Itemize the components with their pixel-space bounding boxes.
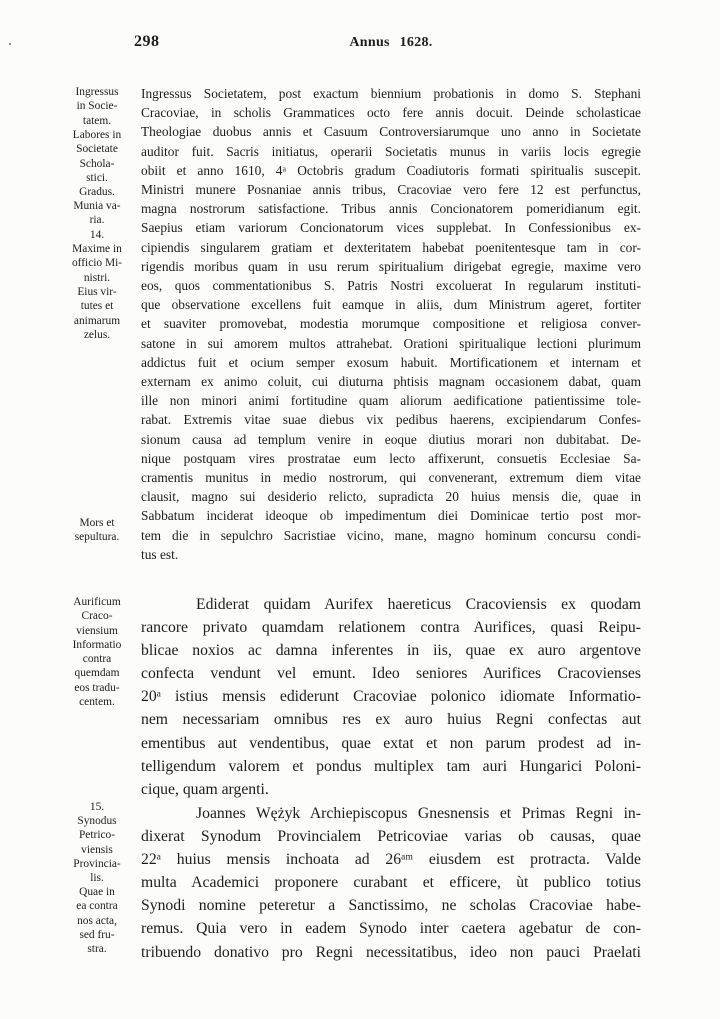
margin-note-line: tutes et [80, 300, 114, 313]
margin-note-line: Mors et [79, 517, 115, 529]
text-line: auditor fuit. Sacris initiatus, operarii Societatis munus in variis locis egregie [141, 143, 641, 159]
paragraph-3 [141, 802, 641, 964]
text-line: satone in sui amorem multos attrahebat. Orationi spiritualique lectioni plurimum [141, 335, 641, 351]
margin-note-line: 14. [89, 229, 105, 241]
paragraph-2 [141, 593, 641, 801]
margin-note-line: in Socie- [76, 100, 118, 113]
margin-note [56, 85, 138, 128]
margin-note-line: Quae in [79, 886, 115, 898]
text-line: dixerat Synodum Provincialem Petricoviae varias ob causas, quae [141, 828, 641, 846]
margin-note-line: stra. [87, 943, 107, 956]
text-line: ille non minori animi fortitudine quam aliorum aedificatione patientissime tole- [141, 393, 641, 409]
text-line: rancore privato quamdam relationem contra Aurifices, quasi Reipu- [141, 619, 641, 637]
margin-note-line: Societate [76, 143, 118, 156]
text-line: rabat. Extremis vitae suae diebus vix pedibus haerens, excipiendarum Confes- [141, 412, 641, 428]
text-line: remus. Quia vero in eadem Synodo inter caetera agebatur de con- [141, 920, 641, 938]
margin-note-line: Schola- [79, 157, 115, 170]
margin-note-line: centem. [79, 696, 115, 709]
text-line: nique postquam vires prostratae eum lecto affixerunt, consuetis Ecclesiae Sa- [141, 450, 641, 466]
margin-note-line: Ingressus [75, 86, 119, 98]
text-line: cique, quam argenti. [141, 780, 269, 798]
text-line: et suaviter promovebat, modestia morumque compositione et religiosa conver- [141, 316, 641, 332]
margin-note-line: officio Mi- [71, 257, 123, 270]
margin-note-line: sed fru- [79, 928, 115, 941]
margin-note-line: tatem. [82, 114, 112, 127]
margin-note-line: Provincia- [73, 857, 121, 870]
text-line: que observatione excellens fuit eamque in aliis, dum Ministrum ageret, fortiter [141, 297, 641, 313]
text-line: sionum causa ad templum venire in eoque diutius morari non dubitabat. De- [141, 431, 641, 447]
text-line: externam ex animo coluit, cui diuturna phtisis magnam occasionem dabat, quam [141, 374, 641, 390]
margin-note-line: Eius vir- [77, 286, 117, 298]
margin-note-line: zelus. [83, 328, 111, 341]
margin-note [56, 885, 138, 956]
margin-note-line: Aurificum [73, 596, 121, 608]
text-line: telligendum valorem et pondus multiplex tam auri Hungarici Poloni- [141, 757, 641, 775]
margin-note [56, 128, 138, 185]
text-line: Theologiae duobus annis et Casuum Controversiarumque uno anno in Societate [141, 124, 641, 140]
margin-note [56, 185, 138, 199]
margin-note-line: sepultura. [74, 531, 120, 544]
paragraph-1 [141, 84, 641, 564]
margin-note-line: quemdam [74, 667, 120, 680]
margin-note [56, 199, 138, 228]
margin-note [56, 242, 138, 285]
scan-speck [9, 43, 11, 45]
text-line: tribuendo donativo pro Regni necessitatibus, ideo non pauci Praelati [141, 943, 641, 961]
margin-note-line: ria. [89, 214, 105, 227]
margin-note-line: Petrico- [78, 829, 116, 842]
margin-note-line: Munia va- [73, 200, 121, 212]
text-line: Sabbatum inciderat ideoque ob impedimentum diei Dominicae tertio post mor- [141, 508, 641, 524]
text-line: 20ᵃ istius mensis ediderunt Cracoviae polonico idiomate Informatio- [141, 688, 641, 706]
text-line: Cracoviae, in scholis Grammatices octo fere annis docuit. Deinde scholasticae [141, 105, 641, 121]
text-line: Synodi nomine peteretur a Sanctissimo, ne scholas Cracoviae habe- [141, 897, 641, 915]
text-line: blicae noxios ac damna inferentes in iis, quae ex auro argentove [141, 642, 641, 660]
text-line: Ministri munere Posnaniae annis tribus, Cracoviae vero fere 12 est perfunctus, [141, 182, 641, 198]
text-line: clausit, magno sui desiderio relicto, supradicta 20 huius mensis die, quae in [141, 489, 641, 505]
text-line: magna nostrorum satisfactione. Tribus annis Concionatorem pomeridianum egit. [141, 201, 641, 217]
margin-note-line: 15. [89, 801, 105, 813]
margin-note [56, 228, 138, 242]
margin-note-line: animarum [73, 314, 121, 327]
margin-note [56, 814, 138, 885]
text-line: Ingressus Societatem, post exactum biennium probationis in domo S. Stephani [141, 86, 641, 101]
text-line: Joannes Wężyk Archiepiscopus Gnesnensis et Primas Regni in- [196, 805, 641, 822]
text-line: nem necessariam omnibus res ex auro huius Regni confectas aut [141, 711, 641, 729]
text-line: tus est. [141, 546, 179, 562]
margin-note-line: Labores in [72, 129, 122, 141]
margin-note-line: viensis [81, 843, 113, 856]
text-line: Ediderat quidam Aurifex haereticus Cracoviensis ex quodam [196, 596, 641, 613]
margin-note [56, 516, 138, 545]
margin-note-line: viensium [76, 624, 118, 637]
text-line: eos, quos commentationibus S. Patris Nostri excoluerat In regularum instituti- [141, 278, 641, 294]
margin-note-line: contra [82, 653, 112, 666]
text-line: tem die in sepulchro Sacristiae vicino, mane, magno hominum concursu condi- [141, 527, 641, 543]
margin-note-line: Maxime in [72, 243, 122, 255]
margin-note [56, 285, 138, 342]
text-line: rigendis moribus quam in usu rerum spiritualium dirigebat egregie, maxime vero [141, 258, 641, 274]
text-line: confecta vendunt vel emunt. Ideo seniores Aurifices Cracovienses [141, 665, 641, 683]
margin-note [56, 595, 138, 709]
margin-note-line: nos acta, [77, 914, 117, 927]
margin-note-line: nistri. [83, 271, 111, 284]
margin-note-line: Craco- [81, 610, 113, 623]
margin-note-line: Informatio [72, 638, 122, 651]
text-line: Saepius etiam variorum Concionatorum vices supplebat. In Confessionibus ex- [141, 220, 641, 236]
margin-note-line: Gradus. [79, 186, 115, 198]
text-line: cipiendis singularem gratiam et dexteritatem habebat poenitentesque tam in cor- [141, 239, 641, 255]
text-line: obiit et anno 1610, 4ᵃ Octobris gradum Coadiutoris formati spiritualis suscepit. [141, 162, 641, 178]
margin-note [56, 800, 138, 814]
margin-note-line: Synodus [77, 815, 117, 827]
text-line: 22ᵃ huius mensis inchoata ad 26ᵃᵐ eiusdem est protracta. Valde [141, 851, 641, 869]
text-line: ementibus aut vendentibus, quae extat et non parum prodest ad in- [141, 734, 641, 752]
page-number: 298 [134, 33, 160, 50]
margin-note-line: stici. [86, 171, 108, 184]
margin-note-line: eos tradu- [74, 681, 120, 694]
text-line: cramentis munitus in medio nostrorum, qui convenerant, extremum diem vitae [141, 470, 641, 486]
running-title: Annus 1628. [349, 35, 433, 50]
text-line: addictus fuit et ocium semper exosum habuit. Mortificationem et internam et [141, 354, 641, 370]
margin-note-line: ea contra [76, 900, 118, 913]
margin-note-line: lis. [90, 872, 104, 885]
text-line: multa Academici proponere curabant et efficere, ùt publico totius [141, 874, 641, 892]
